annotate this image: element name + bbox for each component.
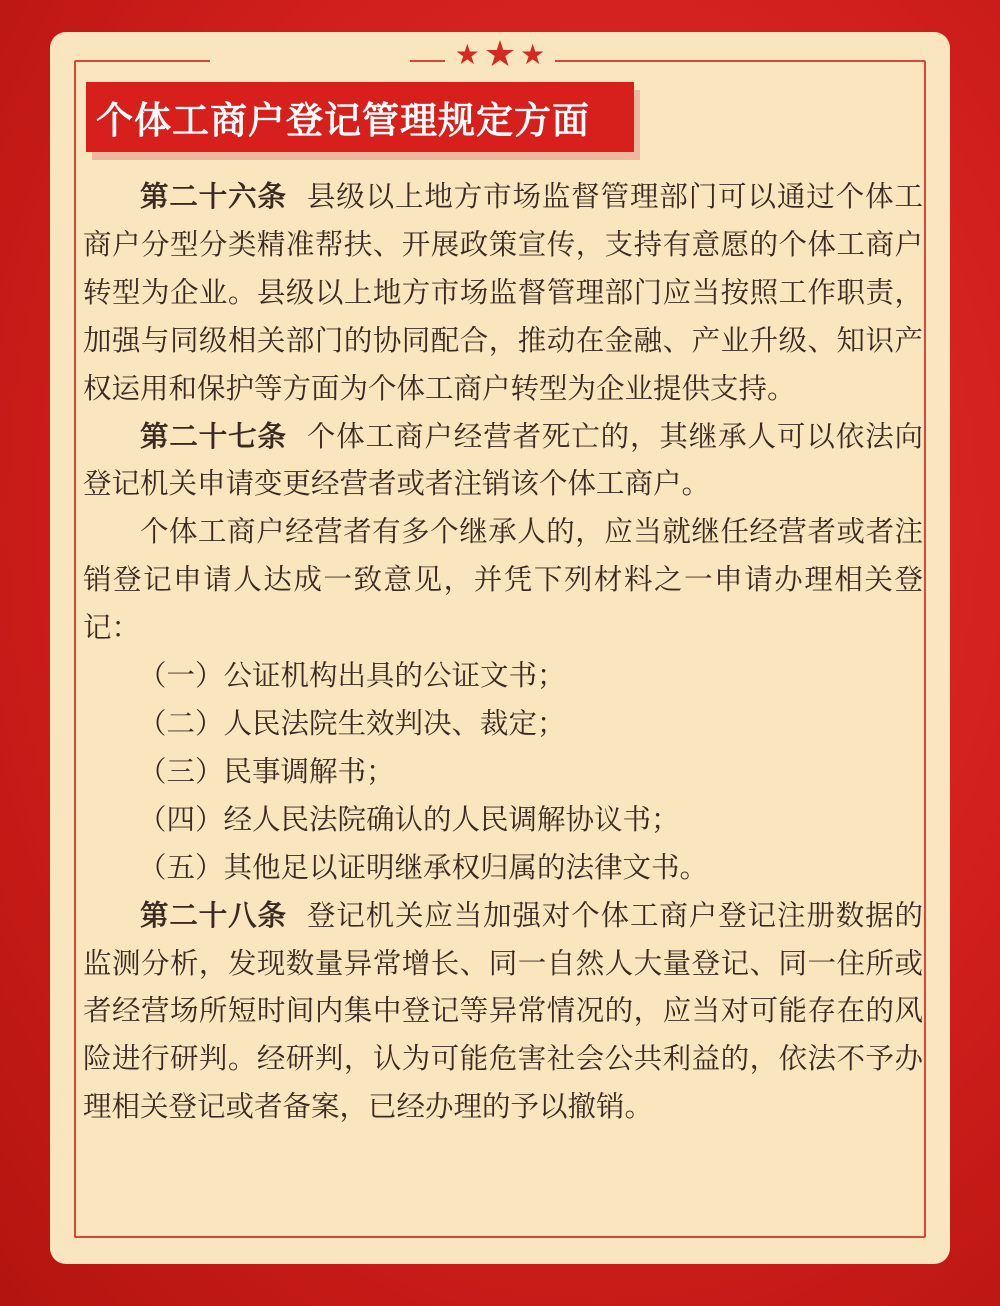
star-icon: ★ bbox=[520, 38, 546, 71]
article-label: 第二十八条 bbox=[140, 898, 287, 932]
article-27 bbox=[83, 413, 923, 509]
regulation-text bbox=[83, 173, 923, 1131]
star-decoration bbox=[445, 34, 555, 75]
list-item: （四）经人民法院确认的人民调解协议书； bbox=[138, 802, 680, 836]
content-card bbox=[50, 32, 950, 1264]
article-27-para-2: 个体工商户经营者有多个继承人的，应当就继任经营者或者注销登记申请人达成一致意见，并凭下列材料之一申请办理相关登记： bbox=[83, 515, 923, 645]
article-text: 县级以上地方市场监督管理部门可以通过个体工商户分型分类精准帮扶、开展政策宣传，支持有意愿的个体工商户转型为企业。县级以上地方市场监督管理部门应当按照工作职责，加强与同级相关部门的协同配合，推动在金融、产业升级、知识产权运用和保护等方面为个体工商户转型为企业提供支持。 bbox=[83, 180, 923, 405]
title-banner bbox=[86, 82, 634, 158]
list-item: （一）公证机构出具的公证文书； bbox=[138, 659, 566, 693]
article-label: 第二十六条 bbox=[140, 180, 287, 213]
article-28 bbox=[83, 892, 923, 1132]
top-frame-gap-left bbox=[210, 60, 410, 62]
article-text: 个体工商户经营者死亡的，其继承人可以依法向登记机关申请变更经营者或者注销该个体工商户。 bbox=[83, 419, 923, 501]
star-icon: ★ bbox=[454, 38, 480, 71]
star-icon: ★ bbox=[483, 34, 517, 75]
list-item: （五）其他足以证明继承权归属的法律文书。 bbox=[138, 850, 709, 884]
article-text: 登记机关应当加强对个体工商户登记注册数据的监测分析，发现数量异常增长、同一自然人大量登记、同一住所或者经营场所短时间内集中登记等异常情况的，应当对可能存在的风险进行研判。经研判，认为可能危害社会公共利益的，依法不予办理相关登记或者备案，已经办理的予以撤销。 bbox=[83, 898, 923, 1124]
list-item: （二）人民法院生效判决、裁定； bbox=[138, 706, 566, 740]
page-title: 个体工商户登记管理规定方面 bbox=[86, 82, 634, 152]
list-item: （三）民事调解书； bbox=[138, 754, 395, 788]
article-label: 第二十七条 bbox=[140, 419, 287, 453]
article-26 bbox=[83, 173, 923, 413]
